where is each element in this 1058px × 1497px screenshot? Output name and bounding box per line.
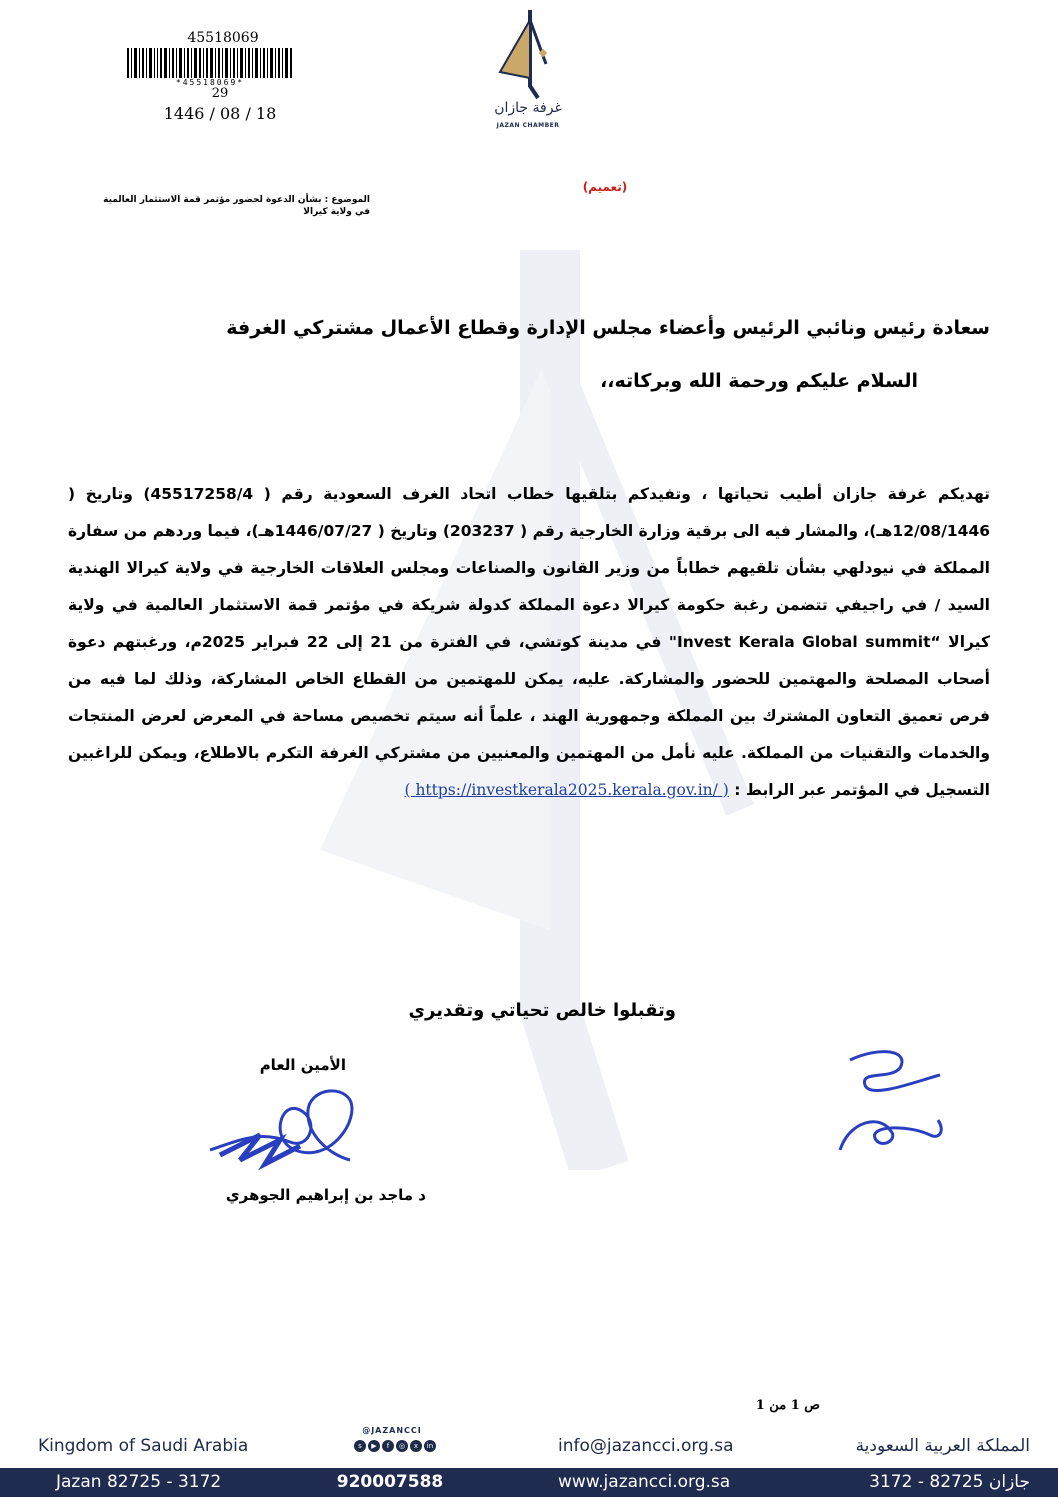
footer-website[interactable]: www.jazancci.org.sa: [558, 1472, 731, 1492]
barcode-caption: *45518069*: [175, 78, 245, 87]
footer-phone[interactable]: 920007588: [336, 1472, 444, 1492]
body-text: تهديكم غرفة جازان أطيب تحياتها ، وتفيدكم بتلقيها خطاب اتحاد الغرف السعودية رقم ( 45517258/4) وتاريخ ( 12/08/1446هـ)، والمشار فيه الى برقية وزارة الخارجية رقم ( 203237) وتاريخ ( 1446/07/27هـ)، فيما وردهم من سفارة المملكة في نيودلهي بشأن تلقيهم خطاباً من وزير القانون والصناعات ومجلس العلاقات الخارجية في ولاية كيرالا الهندية السيد / في راجيفي تتضمن رغبة حكومة كيرالا دعوة المملكة كدولة شريكة في مؤتمر قمة الاستثمار العالمية في ولاية كيرالا “Invest Kerala Global summit" في مدينة كوتشي، في الفترة من 21 إلى 22 فبراير 2025م، ورغبتهم دعوة أصحاب المصلحة والمهتمين للحضور والمشاركة. عليه، يمكن للمهتمين من القطاع الخاص المشاركة، وذلك لما فيه من فرص تعميق التعاون المشترك بين المملكة وجمهورية الهند ، علماً أنه سيتم تخصيص مساحة في المعرض لعرض المنتجات والخدمات والتقنيات من المملكة. عليه نأمل من المهتمين والمعنيين من مشتركي الغرفة التكرم بالاطلاع، ويمكن للراغبين التسجيل في المؤتمر عبر الرابط :: [68, 485, 991, 799]
x-icon[interactable]: x: [410, 1440, 422, 1452]
subject: [60, 194, 370, 218]
logo-name-en: JAZAN CHAMBER: [496, 122, 560, 129]
body-paragraph: [68, 476, 990, 809]
subject-line-2: في ولاية كيرالا: [303, 207, 370, 217]
footer-country-ar: المملكة العربية السعودية: [855, 1436, 1030, 1456]
footer-city-ar: جازان 82725 - 3172: [869, 1472, 1030, 1492]
footer-city-en: Jazan 82725 - 3172: [56, 1472, 222, 1492]
subject-line-1: الموضوع : بشأن الدعوة لحضور مؤتمر قمة الاستثمار العالمية: [103, 195, 370, 205]
footer-country-en: Kingdom of Saudi Arabia: [38, 1436, 249, 1456]
jazan-chamber-logo: [486, 6, 572, 100]
hijri-date: 1446 / 08 / 18: [163, 104, 277, 123]
linkedin-icon[interactable]: in: [424, 1440, 436, 1452]
closing-line: وتقبلوا خالص تحياتي وتقديري: [408, 1000, 676, 1021]
signatory-name: د ماجد بن إبراهيم الجوهري: [225, 1186, 426, 1204]
signatory-title: الأمين العام: [259, 1056, 346, 1074]
circular-label: (تعميم): [582, 180, 628, 194]
snapchat-icon[interactable]: s: [354, 1440, 366, 1452]
social-icons: [350, 1440, 440, 1456]
signature: [200, 1080, 380, 1190]
footer-email[interactable]: info@jazancci.org.sa: [558, 1436, 734, 1456]
youtube-icon[interactable]: ▶: [368, 1440, 380, 1452]
greeting: السلام عليكم ورحمة الله وبركاته،،: [600, 370, 918, 392]
initial-signature: [820, 1040, 960, 1170]
page-indicator: ص 1 من 1: [755, 1398, 820, 1413]
instagram-icon[interactable]: ◎: [396, 1440, 408, 1452]
salutation: سعادة رئيس ونائبي الرئيس وأعضاء مجلس الإدارة وقطاع الأعمال مشتركي الغرفة: [226, 317, 990, 339]
barcode: [125, 48, 295, 78]
footer-social-handle: @JAZANCCI: [362, 1426, 422, 1435]
registration-link[interactable]: ( https://investkerala2025.kerala.gov.in/ ): [404, 781, 729, 799]
attachments-count: 29: [211, 86, 229, 101]
facebook-icon[interactable]: f: [382, 1440, 394, 1452]
logo-name-ar: غرفة جازان: [494, 100, 562, 116]
reference-number: 45518069: [187, 30, 259, 46]
